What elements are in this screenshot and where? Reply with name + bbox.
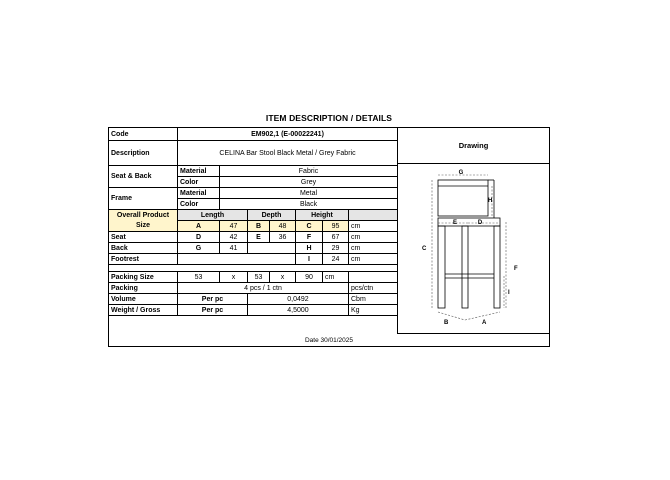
packing-value: 4 pcs / 1 ctn [178, 283, 349, 294]
bar-stool-diagram [410, 166, 540, 332]
dim-h-value: 29 [323, 243, 349, 254]
page-title: ITEM DESCRIPTION / DETAILS [265, 113, 393, 123]
backrest-shape [438, 180, 488, 216]
dim-b-letter: B [248, 221, 270, 232]
frame-label: Frame [109, 188, 178, 210]
depth-header: Depth [248, 210, 296, 221]
dim-c-letter: C [296, 221, 323, 232]
dim-d-letter: D [178, 232, 220, 243]
seat-back-label: Seat & Back [109, 166, 178, 188]
dim-f-value: 67 [323, 232, 349, 243]
front-leg-shape [438, 226, 445, 308]
description-value: CELINA Bar Stool Black Metal / Grey Fabric [178, 141, 398, 166]
seat-unit: cm [349, 232, 398, 243]
dim-b-value: 48 [270, 221, 296, 232]
weight-label: Weight / Gross [109, 305, 178, 316]
drawing-letter-f: F [514, 266, 518, 272]
back-label: Back [109, 243, 178, 254]
drawing-letter-c: C [422, 246, 427, 252]
seat-label: Seat [109, 232, 178, 243]
packing-unit: pcs/ctn [349, 283, 398, 294]
volume-label: Volume [109, 294, 178, 305]
volume-per: Per pc [178, 294, 248, 305]
packing-size-x2: x [270, 272, 296, 283]
footrest-empty [178, 254, 296, 265]
packing-label: Packing [109, 283, 178, 294]
overall-size-label: Overall Product Size [109, 210, 178, 232]
seat-back-material: Fabric [220, 166, 398, 177]
back-empty [248, 243, 296, 254]
footrest-unit: cm [349, 254, 398, 265]
packing-size-x1: x [220, 272, 248, 283]
dim-f-letter: F [296, 232, 323, 243]
dim-d-value: 42 [220, 232, 248, 243]
packing-size-unit: cm [323, 272, 349, 283]
height-header: Height [296, 210, 349, 221]
dim-a-letter: A [178, 221, 220, 232]
seat-shape [438, 218, 500, 226]
seat-back-color: Grey [220, 177, 398, 188]
weight-value: 4,5000 [248, 305, 349, 316]
code-label: Code [109, 128, 178, 141]
drawing-letter-h: H [488, 198, 493, 204]
middle-leg-shape [462, 226, 468, 308]
frame-color: Black [220, 199, 398, 210]
drawing-title: Drawing [397, 127, 550, 164]
back-leg-shape [494, 226, 500, 308]
dim-e-value: 36 [270, 232, 296, 243]
packing-size-h: 90 [296, 272, 323, 283]
drawing-letter-g: G [458, 170, 464, 176]
back-unit: cm [349, 243, 398, 254]
dim-g-value: 41 [220, 243, 248, 254]
packing-size-label: Packing Size [109, 272, 178, 283]
dim-i-letter: I [296, 254, 323, 265]
frame-color-label: Color [178, 199, 220, 210]
frame-material: Metal [220, 188, 398, 199]
dim-a-value: 47 [220, 221, 248, 232]
drawing-letter-a: A [482, 320, 487, 326]
overall-unit: cm [349, 221, 398, 232]
dim-c-value: 95 [323, 221, 349, 232]
spec-table [108, 127, 398, 316]
description-label: Description [109, 141, 178, 166]
drawing-letter-i: I [508, 290, 510, 296]
date-footer: Date 30/01/2025 [304, 337, 354, 344]
dim-e-letter: E [248, 232, 270, 243]
frame-material-label: Material [178, 188, 220, 199]
weight-per: Per pc [178, 305, 248, 316]
unit-header [349, 210, 398, 221]
dim-h-letter: H [296, 243, 323, 254]
volume-unit: Cbm [349, 294, 398, 305]
drawing-letter-e: E [452, 220, 458, 226]
spacer-row [109, 265, 398, 272]
seat-back-material-label: Material [178, 166, 220, 177]
packing-size-l: 53 [178, 272, 220, 283]
packing-size-w: 53 [248, 272, 270, 283]
dim-g-letter: G [178, 243, 220, 254]
footrest-label: Footrest [109, 254, 178, 265]
dim-i-value: 24 [323, 254, 349, 265]
drawing-letter-d: D [477, 220, 483, 226]
packing-size-empty [349, 272, 398, 283]
code-value: EM902,1 (E-00022241) [178, 128, 398, 141]
seat-back-color-label: Color [178, 177, 220, 188]
volume-value: 0,0492 [248, 294, 349, 305]
drawing-letter-b: B [444, 320, 449, 326]
weight-unit: Kg [349, 305, 398, 316]
length-header: Length [178, 210, 248, 221]
